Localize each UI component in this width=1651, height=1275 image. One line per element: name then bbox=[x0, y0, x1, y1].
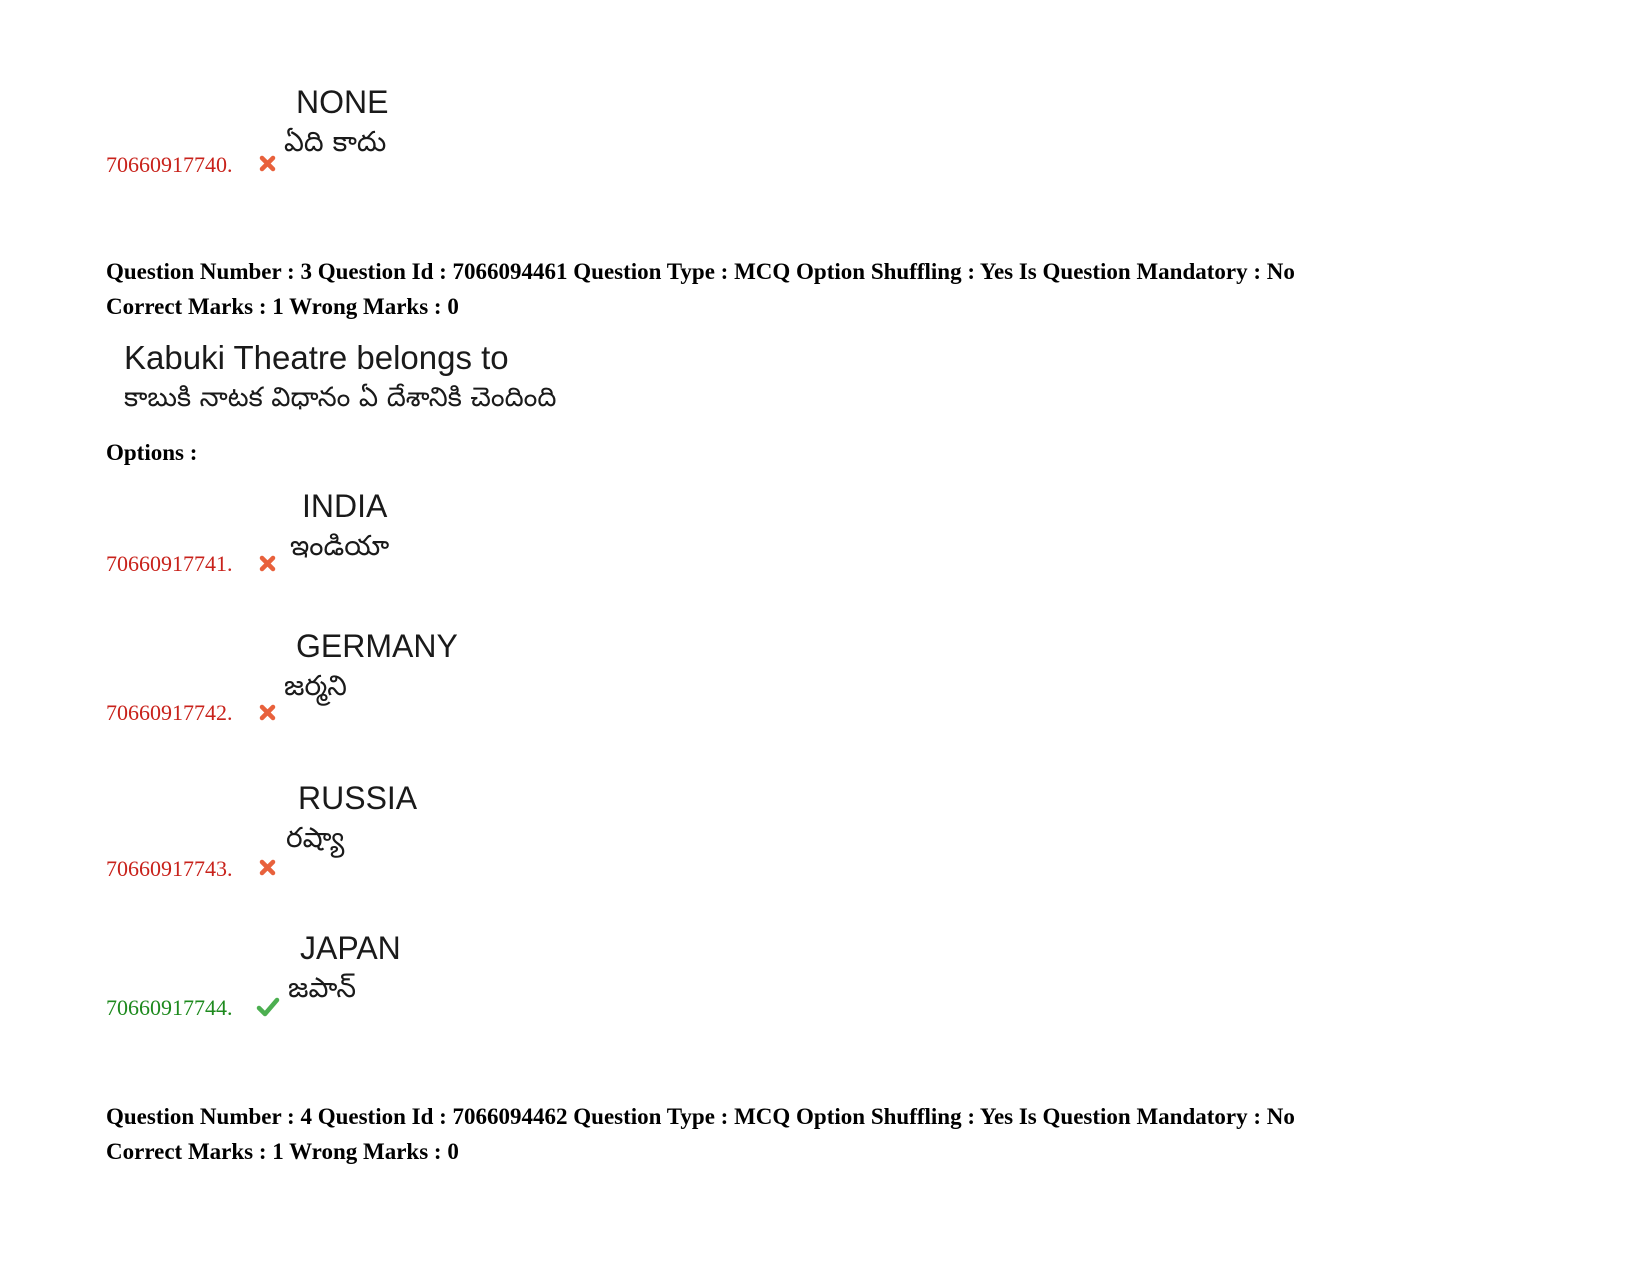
question-meta bbox=[106, 1099, 1295, 1169]
option-telugu-text: రష్యా bbox=[286, 821, 345, 854]
option-english-text: NONE bbox=[296, 84, 389, 120]
question-image bbox=[124, 341, 556, 411]
option-id: 70660917743. bbox=[106, 856, 233, 881]
question-telugu-text: కాబుకి నాటక విధానం ఏ దేశానికి చెందింది bbox=[124, 382, 557, 413]
option-id: 70660917740. bbox=[106, 152, 233, 177]
question-english-text: Kabuki Theatre belongs to bbox=[124, 339, 509, 376]
option-id: 70660917742. bbox=[106, 700, 233, 725]
option-english-text: INDIA bbox=[302, 488, 388, 524]
question-meta-line2: Correct Marks : 1 Wrong Marks : 0 bbox=[106, 1139, 459, 1164]
question-meta-line2: Correct Marks : 1 Wrong Marks : 0 bbox=[106, 294, 459, 319]
option-id-correct: 70660917744. bbox=[106, 995, 233, 1020]
option-image-japan bbox=[288, 932, 401, 1002]
option-telugu-text: ఏది కాదు bbox=[284, 125, 387, 158]
options-label: Options : bbox=[106, 440, 198, 465]
option-telugu-text: జర్మని bbox=[284, 669, 347, 702]
option-id: 70660917741. bbox=[106, 551, 233, 576]
option-image-none bbox=[284, 86, 388, 156]
option-telugu-text: ఇండియా bbox=[290, 529, 390, 562]
option-english-text: JAPAN bbox=[300, 930, 401, 966]
option-image-germany bbox=[284, 630, 458, 700]
question-meta-line1: Question Number : 3 Question Id : 7066094461 Question Type : MCQ Option Shuffling : Yes Is Question Mandatory : No bbox=[106, 259, 1295, 284]
question-meta-line1: Question Number : 4 Question Id : 7066094462 Question Type : MCQ Option Shuffling : Yes Is Question Mandatory : No bbox=[106, 1104, 1295, 1129]
option-telugu-text: జపాన్ bbox=[288, 971, 356, 1004]
option-english-text: RUSSIA bbox=[298, 780, 418, 816]
option-english-text: GERMANY bbox=[296, 628, 458, 664]
option-image-russia bbox=[286, 782, 417, 852]
question-meta bbox=[106, 254, 1295, 324]
option-image-india bbox=[290, 490, 389, 560]
cross-icon bbox=[258, 553, 278, 573]
cross-icon bbox=[258, 857, 278, 877]
cross-icon bbox=[258, 702, 278, 722]
cross-icon bbox=[258, 153, 278, 173]
check-icon bbox=[256, 996, 280, 1018]
